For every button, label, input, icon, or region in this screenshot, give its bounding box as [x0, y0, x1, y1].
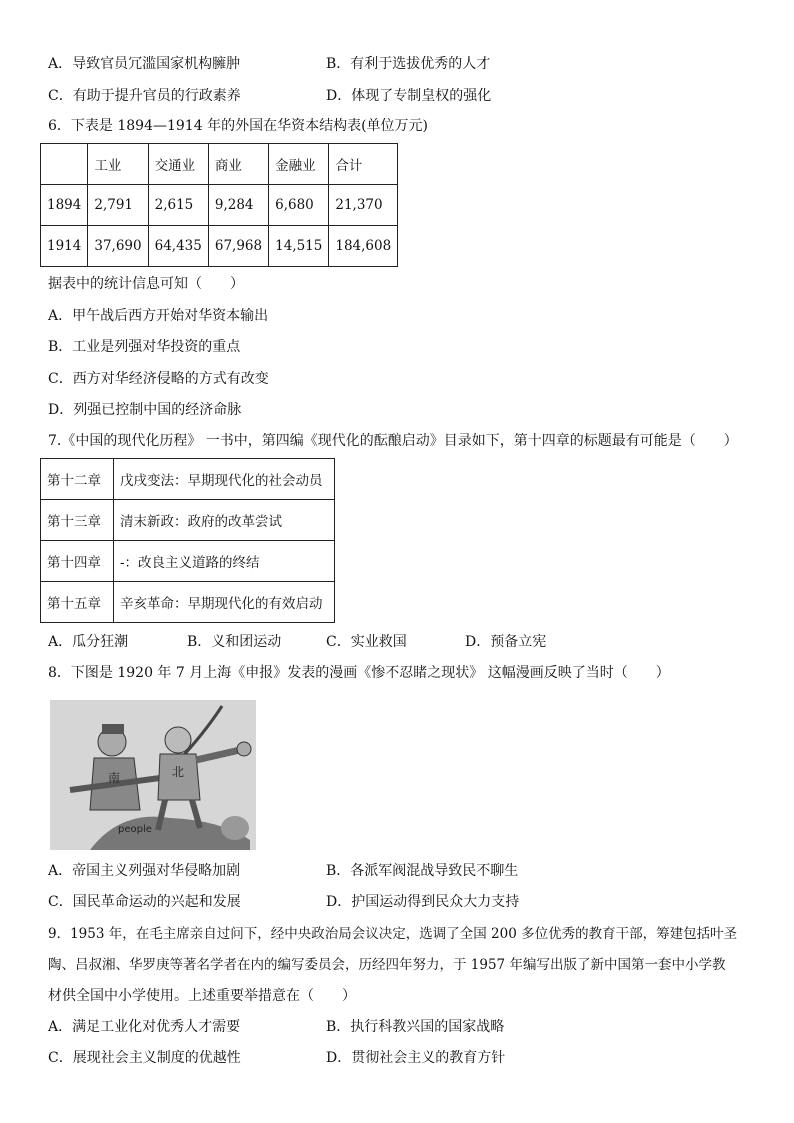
q6-option-c: C．西方对华经济侵略的方式有改变	[48, 371, 269, 387]
table-cell: 21,370	[329, 185, 398, 226]
q6-question: 据表中的统计信息可知（ ）	[48, 276, 244, 292]
q9-option-a: A．满足工业化对优秀人才需要	[48, 1019, 241, 1035]
q7-table	[40, 458, 335, 623]
q8-stem: 8．下图是 1920 年 7 月上海《申报》发表的漫画《惨不忍睹之现状》 这幅漫画反映了当时（ ）	[48, 665, 670, 681]
table-header-cell: 金融业	[269, 144, 329, 185]
q8-option-d: D．护国运动得到民众大力支持	[326, 894, 520, 910]
table-cell: 37,690	[88, 226, 148, 267]
table-header-cell: 合计	[329, 144, 398, 185]
table-cell: -：改良主义道路的终结	[114, 541, 335, 582]
table-cell: 第十五章	[41, 582, 114, 623]
table-row	[41, 541, 335, 582]
q9-stem-line-3: 材供全国中小学使用。上述重要举措意在（ ）	[48, 988, 356, 1004]
q9-stem-line-1: 9．1953 年，在毛主席亲自过问下，经中央政治局会议决定，选调了全国 200 多位优秀的教育干部，筹建包括叶圣	[48, 926, 738, 942]
table-header-cell	[41, 144, 88, 185]
table-cell: 6,680	[269, 185, 329, 226]
table-header-cell: 交通业	[148, 144, 208, 185]
table-cell: 67,968	[208, 226, 268, 267]
table-cell: 第十四章	[41, 541, 114, 582]
table-cell: 1914	[41, 226, 88, 267]
table-cell: 14,515	[269, 226, 329, 267]
q9-stem-line-2: 陶、吕叔湘、华罗庚等著名学者在内的编写委员会，历经四年努力，于 1957 年编写出版了新中国第一套中小学教	[48, 957, 726, 973]
q6-option-d: D．列强已控制中国的经济命脉	[48, 402, 242, 418]
q5-option-b: B．有利于选拔优秀的人才	[326, 56, 491, 72]
table-row	[41, 459, 335, 500]
q8-option-a: A．帝国主义列强对华侵略加剧	[48, 863, 241, 879]
q8-option-b: B．各派军阀混战导致民不聊生	[326, 863, 519, 879]
q9-option-b: B．执行科教兴国的国家战略	[326, 1019, 505, 1035]
q7-option-b: B．义和团运动	[187, 634, 282, 650]
table-row	[41, 500, 335, 541]
q6-stem: 6．下表是 1894—1914 年的外国在华资本结构表(单位万元)	[48, 118, 428, 134]
table-cell: 9,284	[208, 185, 268, 226]
table-cell: 2,615	[148, 185, 208, 226]
q7-option-d: D．预备立宪	[465, 634, 547, 650]
q8-option-c: C．国民革命运动的兴起和发展	[48, 894, 241, 910]
q9-option-d: D．贯彻社会主义的教育方针	[326, 1050, 506, 1066]
table-row	[41, 144, 398, 185]
table-row	[41, 226, 398, 267]
q7-options	[48, 632, 604, 652]
q6-table	[40, 143, 398, 267]
q5-option-c: C．有助于提升官员的行政素养	[48, 88, 241, 104]
table-header-cell: 商业	[208, 144, 268, 185]
table-cell: 清末新政：政府的改革尝试	[114, 500, 335, 541]
table-cell: 辛亥革命：早期现代化的有效启动	[114, 582, 335, 623]
table-cell: 64,435	[148, 226, 208, 267]
table-row	[41, 582, 335, 623]
q9-option-c: C．展现社会主义制度的优越性	[48, 1050, 241, 1066]
table-cell: 第十二章	[41, 459, 114, 500]
cartoon-label-north: 北	[172, 765, 185, 779]
q6-option-b: B．工业是列强对华投资的重点	[48, 339, 241, 355]
table-cell: 2,791	[88, 185, 148, 226]
q5-option-a: A．导致官员冗滥国家机构臃肿	[48, 56, 241, 72]
q7-stem: 7.《中国的现代化历程》 一书中，第四编《现代化的酝酿启动》目录如下，第十四章的标题最有可能是（ ）	[48, 433, 738, 449]
q7-option-a: A．瓜分狂潮	[48, 634, 129, 650]
q6-option-a: A．甲午战后西方开始对华资本输出	[48, 308, 269, 324]
table-cell: 第十三章	[41, 500, 114, 541]
q5-option-d: D．体现了专制皇权的强化	[326, 88, 492, 104]
q7-option-c: C．实业救国	[326, 634, 407, 650]
cartoon-drawing	[50, 700, 256, 850]
table-cell: 戊戌变法：早期现代化的社会动员	[114, 459, 335, 500]
cartoon-label-south: 南	[108, 771, 121, 785]
table-cell: 184,608	[329, 226, 398, 267]
cartoon-image	[50, 700, 256, 850]
table-header-cell: 工业	[88, 144, 148, 185]
cartoon-label-people: people	[118, 824, 152, 835]
table-row	[41, 185, 398, 226]
table-cell: 1894	[41, 185, 88, 226]
